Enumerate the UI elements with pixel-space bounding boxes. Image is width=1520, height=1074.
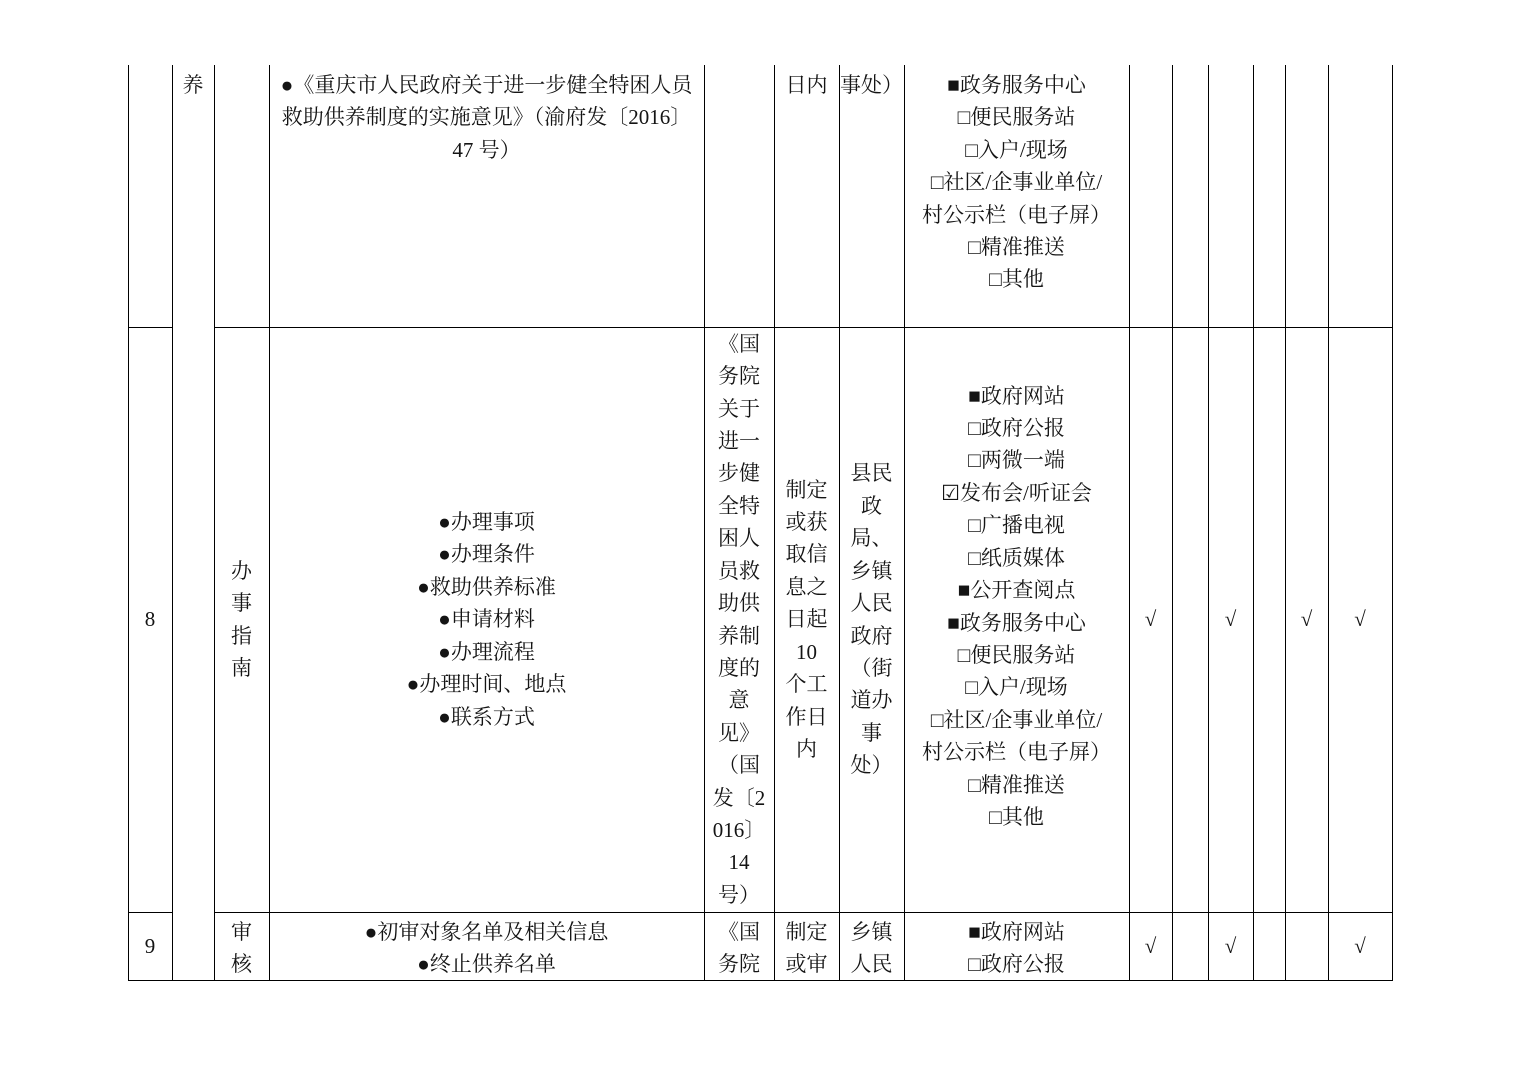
- check-mark: √: [1354, 607, 1366, 632]
- basis-line: 进一: [718, 429, 760, 454]
- basis-line: 全特: [718, 493, 760, 518]
- basis-line: 发〔2: [712, 785, 766, 810]
- subject-text: [851, 916, 893, 980]
- basis-text: [713, 328, 766, 911]
- channel-option: ■公开查阅点: [957, 578, 1076, 603]
- channel-option: □便民服务站: [957, 642, 1076, 667]
- content-list: [365, 916, 609, 980]
- time-limit-line: 日内: [785, 73, 828, 97]
- basis-line: 务院: [718, 952, 760, 977]
- channel-option: □政府公报: [968, 952, 1065, 977]
- check-mark: √: [1144, 607, 1157, 632]
- basis-line: 员救: [718, 558, 760, 583]
- channel-option: □其他: [989, 804, 1044, 829]
- time-limit-cell: [774, 912, 839, 980]
- subject-line: 政府: [850, 623, 893, 648]
- content-cell: [269, 65, 704, 327]
- row-number: [128, 912, 172, 980]
- channel-option: ■政府网站: [968, 383, 1065, 408]
- row-number-text: 9: [144, 933, 156, 958]
- basis-line: 《国: [718, 331, 760, 356]
- category-cell: [172, 65, 214, 980]
- subject-line: 事处）: [840, 73, 903, 97]
- time-limit-line: 制定: [785, 477, 828, 502]
- channel-list: [921, 69, 1112, 296]
- time-limit-line: 日起: [785, 607, 828, 632]
- row-number-text: 8: [144, 607, 156, 632]
- time-limit-line: 息之: [785, 574, 828, 599]
- channel-option: □精准推送: [968, 235, 1065, 260]
- check-cell: [1285, 327, 1328, 912]
- time-limit-line: 个工: [785, 672, 828, 697]
- subject-cell: [839, 327, 904, 912]
- channel-option: □入户/现场: [965, 675, 1068, 700]
- time-limit-line: 或审: [785, 952, 828, 977]
- subject-line: 政: [861, 493, 882, 518]
- check-mark: √: [1224, 933, 1237, 958]
- basis-line: 养制: [718, 623, 760, 648]
- subject-line: 人民: [850, 591, 893, 616]
- content-item: ●办理事项: [438, 510, 535, 535]
- time-limit-line: 制定: [785, 920, 828, 944]
- content-item: ●办理流程: [438, 639, 535, 664]
- content-text: ●《重庆市人民政府关于进一步健全特困人员救助供养制度的实施意见》（渝府发〔2016〕47 号）: [280, 73, 693, 162]
- basis-line: 关于: [718, 396, 760, 421]
- check-cell: [1328, 912, 1392, 980]
- check-cell: [1328, 327, 1392, 912]
- basis-line: 步健: [718, 461, 760, 486]
- content-item: ●办理条件: [438, 542, 535, 567]
- item-name: 审核: [231, 920, 252, 977]
- check-cell: [1253, 327, 1285, 912]
- item-cell: [214, 327, 269, 912]
- subject-cell: [839, 912, 904, 980]
- basis-line: 务院: [718, 364, 760, 389]
- channel-option: ■政府网站: [968, 920, 1065, 944]
- check-mark: √: [1144, 933, 1157, 958]
- time-limit-cell: [774, 327, 839, 912]
- check-cell: [1208, 912, 1253, 980]
- item-name: 办事指南: [231, 558, 252, 680]
- basis-line: 见》: [718, 720, 760, 745]
- subject-line: 县民: [850, 461, 893, 486]
- basis-line: 助供: [718, 591, 760, 616]
- subject-line: 乡镇: [850, 558, 893, 583]
- channel-option: □其他: [989, 267, 1044, 292]
- time-limit-line: 取信: [785, 542, 828, 567]
- basis-line: 016〕: [712, 817, 766, 842]
- channel-option: ■政务服务中心: [947, 73, 1086, 97]
- channel-cell: [904, 327, 1129, 912]
- row-number: [128, 327, 172, 912]
- subject-text: [851, 457, 893, 781]
- channel-cell: [904, 912, 1129, 980]
- basis-cell: [704, 327, 774, 912]
- check-cell: [1129, 912, 1172, 980]
- content-item: ●救助供养标准: [417, 574, 556, 599]
- channel-option: □政府公报: [968, 416, 1065, 441]
- check-cell: [1208, 327, 1253, 912]
- time-limit-line: 作日: [785, 704, 828, 729]
- subject-line: （街: [850, 655, 893, 680]
- basis-line: 号）: [718, 882, 760, 907]
- channel-option: □纸质媒体: [968, 545, 1065, 570]
- channel-option: □社区/企事业单位/村公示栏（电子屏）: [922, 170, 1111, 227]
- subject-text: [840, 69, 903, 101]
- channel-option: ☑发布会/听证会: [941, 480, 1092, 505]
- time-limit-line: 10: [796, 639, 817, 664]
- time-limit-line: 内: [796, 736, 817, 761]
- channel-option: □精准推送: [968, 772, 1065, 797]
- subject-line: 处）: [850, 753, 893, 778]
- basis-line: （国: [718, 753, 760, 778]
- channel-list: [921, 380, 1112, 834]
- check-mark: √: [1224, 607, 1237, 632]
- content-item: ●联系方式: [438, 704, 535, 729]
- channel-option: □两微一端: [968, 448, 1065, 473]
- subject-line: 乡镇: [850, 920, 893, 944]
- time-limit-cell: [774, 65, 839, 327]
- subject-line: 事: [861, 720, 882, 745]
- basis-line: 困人: [718, 526, 760, 551]
- time-limit-text: [786, 69, 828, 101]
- channel-option: ■政务服务中心: [947, 610, 1086, 635]
- basis-text: [718, 916, 760, 980]
- channel-option: □广播电视: [968, 513, 1065, 538]
- basis-line: 《国: [718, 920, 760, 944]
- subject-line: 人民: [850, 952, 893, 977]
- content-item: ●办理时间、地点: [406, 672, 567, 697]
- channel-option: □便民服务站: [957, 105, 1076, 130]
- check-cell: [1172, 327, 1208, 912]
- time-limit-text: [786, 474, 828, 766]
- basis-cell: [704, 912, 774, 980]
- content-list: [407, 506, 567, 733]
- check-cell: [1253, 912, 1285, 980]
- basis-line: 度的: [718, 655, 760, 680]
- check-cell: [1285, 912, 1328, 980]
- time-limit-line: 或获: [785, 510, 828, 535]
- basis-line: 14: [728, 850, 750, 875]
- item-cell: [214, 912, 269, 980]
- basis-line: 意: [728, 688, 750, 713]
- subject-line: 道办: [850, 688, 893, 713]
- content-cell: [269, 327, 704, 912]
- content-item: ●申请材料: [438, 607, 535, 632]
- check-mark: √: [1354, 933, 1366, 958]
- check-cell: [1129, 327, 1172, 912]
- channel-cell: [904, 65, 1129, 327]
- check-cell: [1172, 912, 1208, 980]
- subject-cell: [839, 65, 904, 327]
- content-cell: [269, 912, 704, 980]
- subject-line: 局、: [850, 526, 893, 551]
- check-mark: √: [1300, 607, 1313, 632]
- channel-list: [921, 916, 1112, 980]
- category-text: 养: [182, 73, 204, 97]
- content-item: ●初审对象名单及相关信息: [364, 920, 609, 944]
- channel-option: □入户/现场: [965, 137, 1068, 162]
- channel-option: □社区/企事业单位/村公示栏（电子屏）: [922, 707, 1111, 765]
- content-item: ●终止供养名单: [417, 952, 556, 977]
- time-limit-text: [786, 916, 828, 980]
